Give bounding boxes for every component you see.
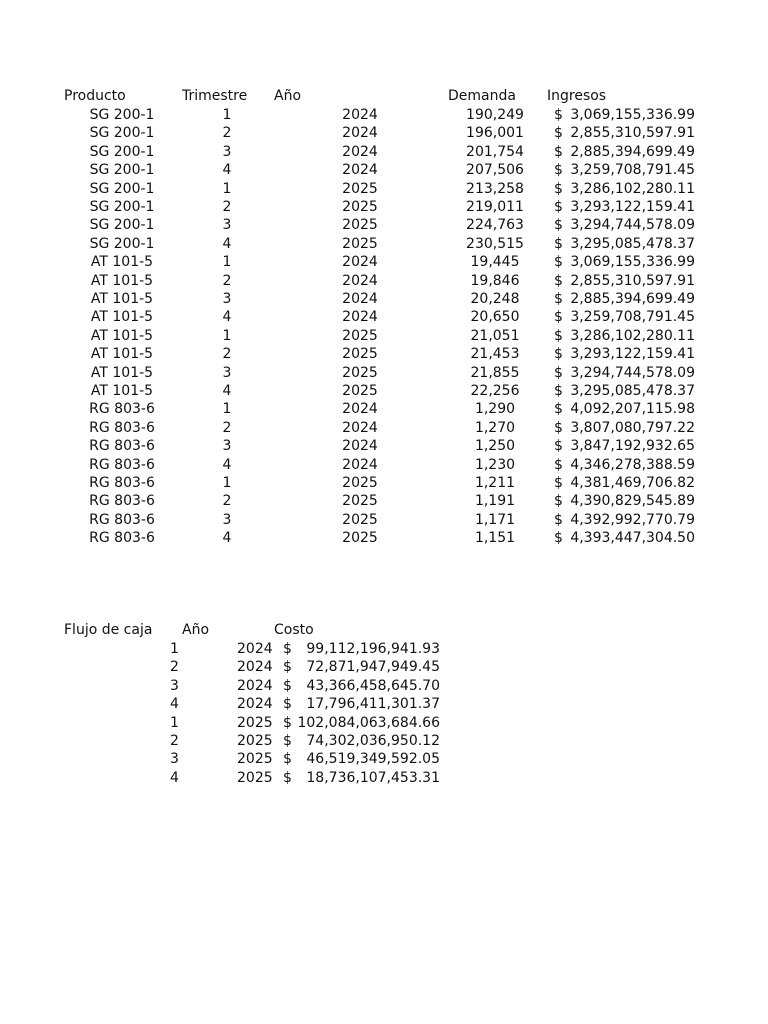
cell-demanda: 20,650 (470, 309, 520, 325)
cell-trimestre: 1 (222, 107, 232, 123)
cell-currency: $ (554, 125, 563, 141)
cell-ingresos: 4,092,207,115.98 (570, 401, 695, 417)
cell-trimestre: 1 (170, 715, 179, 731)
cell-ingresos: 3,295,085,478.37 (570, 236, 695, 252)
cell-producto: SG 200-1 (89, 217, 155, 233)
cell-anio: 2024 (237, 659, 273, 675)
cell-currency: $ (554, 162, 563, 178)
cell-trimestre: 1 (222, 401, 232, 417)
cell-anio: 2025 (237, 770, 273, 786)
cell-currency: $ (554, 309, 563, 325)
cell-demanda: 21,855 (470, 365, 520, 381)
cell-currency: $ (554, 199, 563, 215)
cell-currency: $ (554, 144, 563, 160)
cell-anio: 2025 (342, 346, 378, 362)
cell-trimestre: 3 (222, 217, 232, 233)
header-anio-2: Año (182, 622, 210, 638)
header-costo: Costo (274, 622, 314, 638)
cell-ingresos: 4,393,447,304.50 (570, 530, 695, 546)
cell-anio: 2024 (237, 678, 273, 694)
cell-trimestre: 2 (222, 346, 232, 362)
cell-producto: RG 803-6 (89, 530, 155, 546)
cell-producto: AT 101-5 (90, 254, 154, 270)
cell-demanda: 196,001 (466, 125, 524, 141)
cell-producto: RG 803-6 (89, 457, 155, 473)
cell-currency: $ (283, 678, 292, 694)
cell-currency: $ (283, 696, 292, 712)
cell-producto: RG 803-6 (89, 420, 155, 436)
cell-ingresos: 2,855,310,597.91 (570, 273, 695, 289)
cell-anio: 2025 (237, 715, 273, 731)
cell-costo: 46,519,349,592.05 (306, 751, 440, 767)
cell-trimestre: 4 (222, 383, 232, 399)
cell-ingresos: 3,286,102,280.11 (570, 181, 695, 197)
cell-ingresos: 3,286,102,280.11 (570, 328, 695, 344)
cell-trimestre: 3 (170, 678, 179, 694)
cell-anio: 2024 (342, 162, 378, 178)
cell-trimestre: 4 (170, 696, 179, 712)
cell-trimestre: 1 (222, 475, 232, 491)
cell-demanda: 1,250 (474, 438, 516, 454)
header-ingresos: Ingresos (547, 88, 607, 104)
cell-currency: $ (283, 715, 292, 731)
cell-demanda: 224,763 (466, 217, 524, 233)
cell-currency: $ (554, 365, 563, 381)
cell-currency: $ (554, 236, 563, 252)
cell-trimestre: 2 (170, 659, 179, 675)
cell-anio: 2024 (342, 457, 378, 473)
cell-ingresos: 3,069,155,336.99 (570, 107, 695, 123)
cell-anio: 2025 (342, 217, 378, 233)
cell-demanda: 207,506 (466, 162, 524, 178)
cell-currency: $ (554, 346, 563, 362)
cell-ingresos: 3,294,744,578.09 (570, 365, 695, 381)
cell-anio: 2024 (342, 273, 378, 289)
cell-producto: RG 803-6 (89, 512, 155, 528)
cell-currency: $ (554, 438, 563, 454)
cell-demanda: 219,011 (466, 199, 524, 215)
cell-producto: RG 803-6 (89, 401, 155, 417)
cell-currency: $ (554, 273, 563, 289)
cell-anio: 2025 (342, 383, 378, 399)
cell-ingresos: 3,295,085,478.37 (570, 383, 695, 399)
cell-anio: 2024 (342, 401, 378, 417)
cell-demanda: 22,256 (470, 383, 520, 399)
cell-producto: AT 101-5 (90, 383, 154, 399)
cell-demanda: 1,211 (474, 475, 516, 491)
cell-anio: 2024 (342, 438, 378, 454)
cell-currency: $ (554, 475, 563, 491)
cell-producto: SG 200-1 (89, 144, 155, 160)
cell-anio: 2025 (342, 475, 378, 491)
cell-producto: RG 803-6 (89, 475, 155, 491)
cell-costo: 99,112,196,941.93 (306, 641, 440, 657)
header-trimestre: Trimestre (182, 88, 248, 104)
cell-producto: AT 101-5 (90, 273, 154, 289)
cell-trimestre: 3 (222, 291, 232, 307)
cell-currency: $ (554, 107, 563, 123)
cell-currency: $ (554, 181, 563, 197)
cell-demanda: 230,515 (466, 236, 524, 252)
cell-ingresos: 2,855,310,597.91 (570, 125, 695, 141)
cell-currency: $ (554, 254, 563, 270)
cell-anio: 2025 (342, 365, 378, 381)
cell-trimestre: 4 (222, 530, 232, 546)
cell-ingresos: 3,259,708,791.45 (570, 162, 695, 178)
cell-producto: AT 101-5 (90, 328, 154, 344)
cell-trimestre: 4 (170, 770, 179, 786)
cell-anio: 2025 (342, 199, 378, 215)
cell-currency: $ (283, 751, 292, 767)
cell-anio: 2025 (342, 236, 378, 252)
cell-costo: 18,736,107,453.31 (306, 770, 440, 786)
cell-anio: 2024 (342, 107, 378, 123)
cell-trimestre: 4 (222, 236, 232, 252)
cell-producto: RG 803-6 (89, 493, 155, 509)
cell-ingresos: 3,259,708,791.45 (570, 309, 695, 325)
header-producto: Producto (64, 88, 126, 104)
cell-currency: $ (283, 641, 292, 657)
cell-currency: $ (554, 217, 563, 233)
cell-demanda: 20,248 (470, 291, 520, 307)
cell-anio: 2025 (342, 512, 378, 528)
cell-producto: SG 200-1 (89, 107, 155, 123)
cell-costo: 74,302,036,950.12 (306, 733, 440, 749)
cell-producto: RG 803-6 (89, 438, 155, 454)
cell-producto: AT 101-5 (90, 309, 154, 325)
cell-producto: SG 200-1 (89, 199, 155, 215)
cell-producto: AT 101-5 (90, 291, 154, 307)
cell-anio: 2024 (342, 254, 378, 270)
cell-demanda: 21,051 (470, 328, 520, 344)
cell-ingresos: 2,885,394,699.49 (570, 144, 695, 160)
cell-currency: $ (554, 328, 563, 344)
cell-ingresos: 4,346,278,388.59 (570, 457, 695, 473)
cell-demanda: 1,230 (474, 457, 516, 473)
cell-ingresos: 4,392,992,770.79 (570, 512, 695, 528)
cell-anio: 2025 (342, 328, 378, 344)
cell-anio: 2024 (342, 144, 378, 160)
header-anio: Año (274, 88, 302, 104)
header-flujo-de-caja: Flujo de caja (64, 622, 153, 638)
cell-trimestre: 3 (222, 438, 232, 454)
cell-ingresos: 4,390,829,545.89 (570, 493, 695, 509)
cell-trimestre: 4 (222, 162, 232, 178)
cell-anio: 2024 (237, 641, 273, 657)
cell-anio: 2024 (342, 291, 378, 307)
cell-trimestre: 1 (222, 328, 232, 344)
cell-trimestre: 2 (170, 733, 179, 749)
cell-currency: $ (554, 512, 563, 528)
cell-trimestre: 1 (222, 181, 232, 197)
cell-demanda: 201,754 (466, 144, 524, 160)
cell-trimestre: 3 (222, 144, 232, 160)
cell-trimestre: 2 (222, 273, 232, 289)
cell-costo: 102,084,063,684.66 (297, 715, 440, 731)
cell-producto: SG 200-1 (89, 181, 155, 197)
cell-demanda: 213,258 (466, 181, 524, 197)
cell-ingresos: 3,294,744,578.09 (570, 217, 695, 233)
cell-trimestre: 1 (222, 254, 232, 270)
cell-demanda: 21,453 (470, 346, 520, 362)
cell-ingresos: 3,807,080,797.22 (570, 420, 695, 436)
cell-currency: $ (554, 457, 563, 473)
cell-trimestre: 4 (222, 309, 232, 325)
cell-currency: $ (554, 420, 563, 436)
cell-anio: 2025 (237, 751, 273, 767)
cell-currency: $ (283, 659, 292, 675)
cell-trimestre: 3 (222, 512, 232, 528)
cell-anio: 2024 (342, 125, 378, 141)
cell-trimestre: 2 (222, 420, 232, 436)
cell-demanda: 1,270 (474, 420, 516, 436)
cell-ingresos: 3,069,155,336.99 (570, 254, 695, 270)
cell-ingresos: 3,293,122,159.41 (570, 346, 695, 362)
cell-demanda: 19,846 (470, 273, 520, 289)
cell-ingresos: 4,381,469,706.82 (570, 475, 695, 491)
cell-trimestre: 2 (222, 493, 232, 509)
cell-demanda: 1,171 (474, 512, 516, 528)
header-demanda: Demanda (448, 88, 516, 104)
cell-anio: 2025 (237, 733, 273, 749)
cell-currency: $ (554, 493, 563, 509)
cell-demanda: 1,290 (474, 401, 516, 417)
cell-trimestre: 1 (170, 641, 179, 657)
cell-trimestre: 3 (170, 751, 179, 767)
cell-ingresos: 3,847,192,932.65 (570, 438, 695, 454)
cell-costo: 72,871,947,949.45 (306, 659, 440, 675)
cell-ingresos: 2,885,394,699.49 (570, 291, 695, 307)
cell-trimestre: 4 (222, 457, 232, 473)
cell-producto: AT 101-5 (90, 346, 154, 362)
cell-demanda: 1,191 (474, 493, 516, 509)
cell-demanda: 19,445 (470, 254, 520, 270)
cell-anio: 2025 (342, 493, 378, 509)
cell-trimestre: 2 (222, 125, 232, 141)
cell-producto: SG 200-1 (89, 125, 155, 141)
cell-anio: 2024 (342, 309, 378, 325)
cell-currency: $ (554, 291, 563, 307)
cell-currency: $ (554, 401, 563, 417)
cell-currency: $ (283, 733, 292, 749)
cell-producto: SG 200-1 (89, 162, 155, 178)
cell-anio: 2024 (342, 420, 378, 436)
cell-anio: 2025 (342, 530, 378, 546)
cell-anio: 2025 (342, 181, 378, 197)
cell-currency: $ (554, 383, 563, 399)
cell-trimestre: 3 (222, 365, 232, 381)
cell-demanda: 190,249 (466, 107, 524, 123)
cell-producto: AT 101-5 (90, 365, 154, 381)
cell-costo: 17,796,411,301.37 (306, 696, 440, 712)
cell-ingresos: 3,293,122,159.41 (570, 199, 695, 215)
cell-currency: $ (283, 770, 292, 786)
cell-demanda: 1,151 (474, 530, 516, 546)
cell-costo: 43,366,458,645.70 (306, 678, 440, 694)
cell-anio: 2024 (237, 696, 273, 712)
cell-currency: $ (554, 530, 563, 546)
cell-trimestre: 2 (222, 199, 232, 215)
cell-producto: SG 200-1 (89, 236, 155, 252)
